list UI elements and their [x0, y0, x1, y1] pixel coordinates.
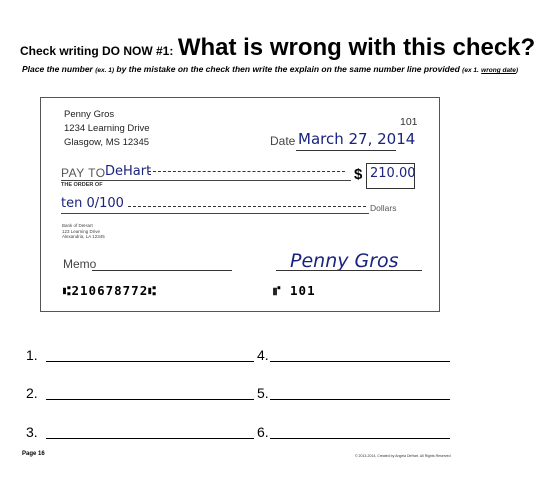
words-line — [61, 213, 369, 214]
answer-line-6[interactable] — [270, 438, 450, 439]
order-label: THE ORDER OF — [61, 182, 103, 188]
check-number: 101 — [400, 116, 418, 128]
answer-line-3[interactable] — [46, 438, 254, 439]
instructions-part1: Place the number — [22, 64, 93, 74]
answer-number-1: 1. — [26, 347, 38, 363]
payee-line — [61, 180, 351, 181]
date-value: March 27, 2014 — [298, 130, 416, 148]
answer-number-5: 5. — [257, 385, 269, 401]
amount-words: ten 0/100 — [61, 196, 124, 211]
answer-number-2: 2. — [26, 385, 38, 401]
heading-title: What is wrong with this check? — [177, 34, 535, 61]
pay-to-label: PAY TO — [61, 166, 106, 180]
instructions-example-2-underlined: wrong date — [481, 67, 516, 74]
dollar-sign: $ — [354, 166, 363, 183]
instructions — [22, 64, 518, 74]
instructions-example-2-close: ) — [515, 67, 519, 74]
micr-routing-number: ⑆210678772⑆ — [63, 283, 157, 298]
answer-line-5[interactable] — [270, 399, 450, 400]
heading-prefix: Check writing DO NOW #1 — [20, 44, 170, 58]
amount-value: 210.00 — [370, 166, 416, 181]
dollars-label: Dollars — [370, 203, 397, 213]
instructions-example-2: (ex 1. — [462, 67, 479, 74]
payer-street: 1234 Learning Drive — [64, 123, 150, 134]
bank-info — [62, 223, 105, 240]
worksheet-heading — [20, 34, 535, 62]
instructions-example-1: (ex. 1) — [95, 67, 115, 74]
payee-name: DeHart — [105, 164, 152, 179]
answer-line-1[interactable] — [46, 361, 254, 362]
answer-number-3: 3. — [26, 424, 38, 440]
answer-line-4[interactable] — [270, 361, 450, 362]
page-number: Page 16 — [22, 451, 45, 457]
bank-street: 123 Learning Drive — [62, 228, 101, 234]
answer-number-4: 4. — [257, 347, 269, 363]
date-line — [296, 150, 396, 151]
date-label: Date — [270, 134, 296, 148]
instructions-part2: by the mistake on the check then write the explain on the same number line provided — [116, 64, 460, 74]
signature: Penny Gros — [290, 250, 399, 272]
bank-city: Alexandria, LA 12345 — [62, 234, 105, 240]
payer-name: Penny Gros — [64, 109, 115, 120]
copyright: © 2013-2014, Created by Angela DeHart. All Rights Reserved — [355, 454, 451, 458]
payer-city: Glasgow, MS 12345 — [64, 137, 150, 148]
heading-colon: : — [169, 44, 174, 58]
signature-line — [276, 270, 422, 271]
bank-name: Bank of DeHart — [62, 223, 93, 228]
memo-line — [92, 270, 232, 271]
answer-number-6: 6. — [257, 424, 269, 440]
payee-dash-line — [148, 171, 345, 172]
memo-label: Memo — [63, 257, 97, 271]
payer-address — [64, 108, 150, 150]
words-dash-line — [128, 206, 366, 207]
answer-line-2[interactable] — [46, 399, 254, 400]
micr-check-number: ⑈ 101 — [273, 283, 316, 298]
